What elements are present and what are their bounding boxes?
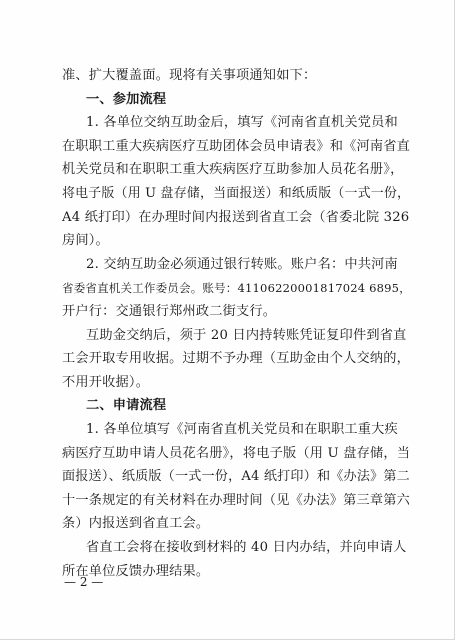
body-line-4: 在职职工重大疾病医疗互助团体会员申请表》和《河南省直 bbox=[62, 139, 411, 154]
body-line-11: 开户行：交通银行郑州政二街支行。 bbox=[62, 304, 277, 319]
body-line-20: 条）内报送到省直工会。 bbox=[62, 516, 210, 531]
page-number: — 2 — bbox=[64, 575, 104, 589]
body-line-18: 面报送）、纸质版（一式一份，A4 纸打印）和《办法》第二 bbox=[62, 469, 410, 484]
section-heading-participation: 一、参加流程 bbox=[86, 92, 167, 107]
body-line-13: 工会开取专用收据。过期不予办理（互助金由个人交纳的， bbox=[62, 351, 411, 366]
body-line-3: 1. 各单位交纳互助金后，填写《河南省直机关党员和 bbox=[86, 115, 398, 130]
body-line-7: A4 纸打印）在办理时间内报送到省直工会（省委北院 326 bbox=[62, 210, 410, 225]
body-line-19: 十一条规定的有关材料在办理时间（见《办法》第三章第六 bbox=[62, 493, 411, 508]
body-line-8: 房间）。 bbox=[62, 233, 109, 248]
body-line-14: 不用开收据）。 bbox=[62, 375, 150, 390]
body-line-12: 互助金交纳后，须于 20 日内持转账凭证复印件到省直 bbox=[86, 328, 407, 343]
body-line-16: 1. 各单位填写《河南省直机关党员和在职职工重大疾 bbox=[86, 422, 398, 437]
body-line-6: 将电子版（用 U 盘存储，当面报送）和纸质版（一式一份， bbox=[62, 186, 411, 201]
body-line-10: 省委省直机关工作委员会。账号：41106220001817024 6895， bbox=[62, 281, 411, 295]
body-line-21: 省直工会将在接收到材料的 40 日内办结，并向申请人 bbox=[86, 540, 407, 555]
body-line-9: 2. 交纳互助金必须通过银行转账。账户名：中共河南 bbox=[86, 257, 398, 272]
section-heading-application: 二、申请流程 bbox=[86, 398, 167, 413]
body-line-17: 病医疗互助申请人员花名册》，将电子版（用 U 盘存储，当 bbox=[62, 446, 411, 461]
body-line-1: 准、扩大覆盖面。现将有关事项通知如下： bbox=[62, 68, 317, 83]
body-line-22: 所在单位反馈办理结果。 bbox=[62, 564, 210, 579]
body-line-5: 机关党员和在职职工重大疾病医疗互助参加人员花名册》， bbox=[62, 162, 404, 177]
